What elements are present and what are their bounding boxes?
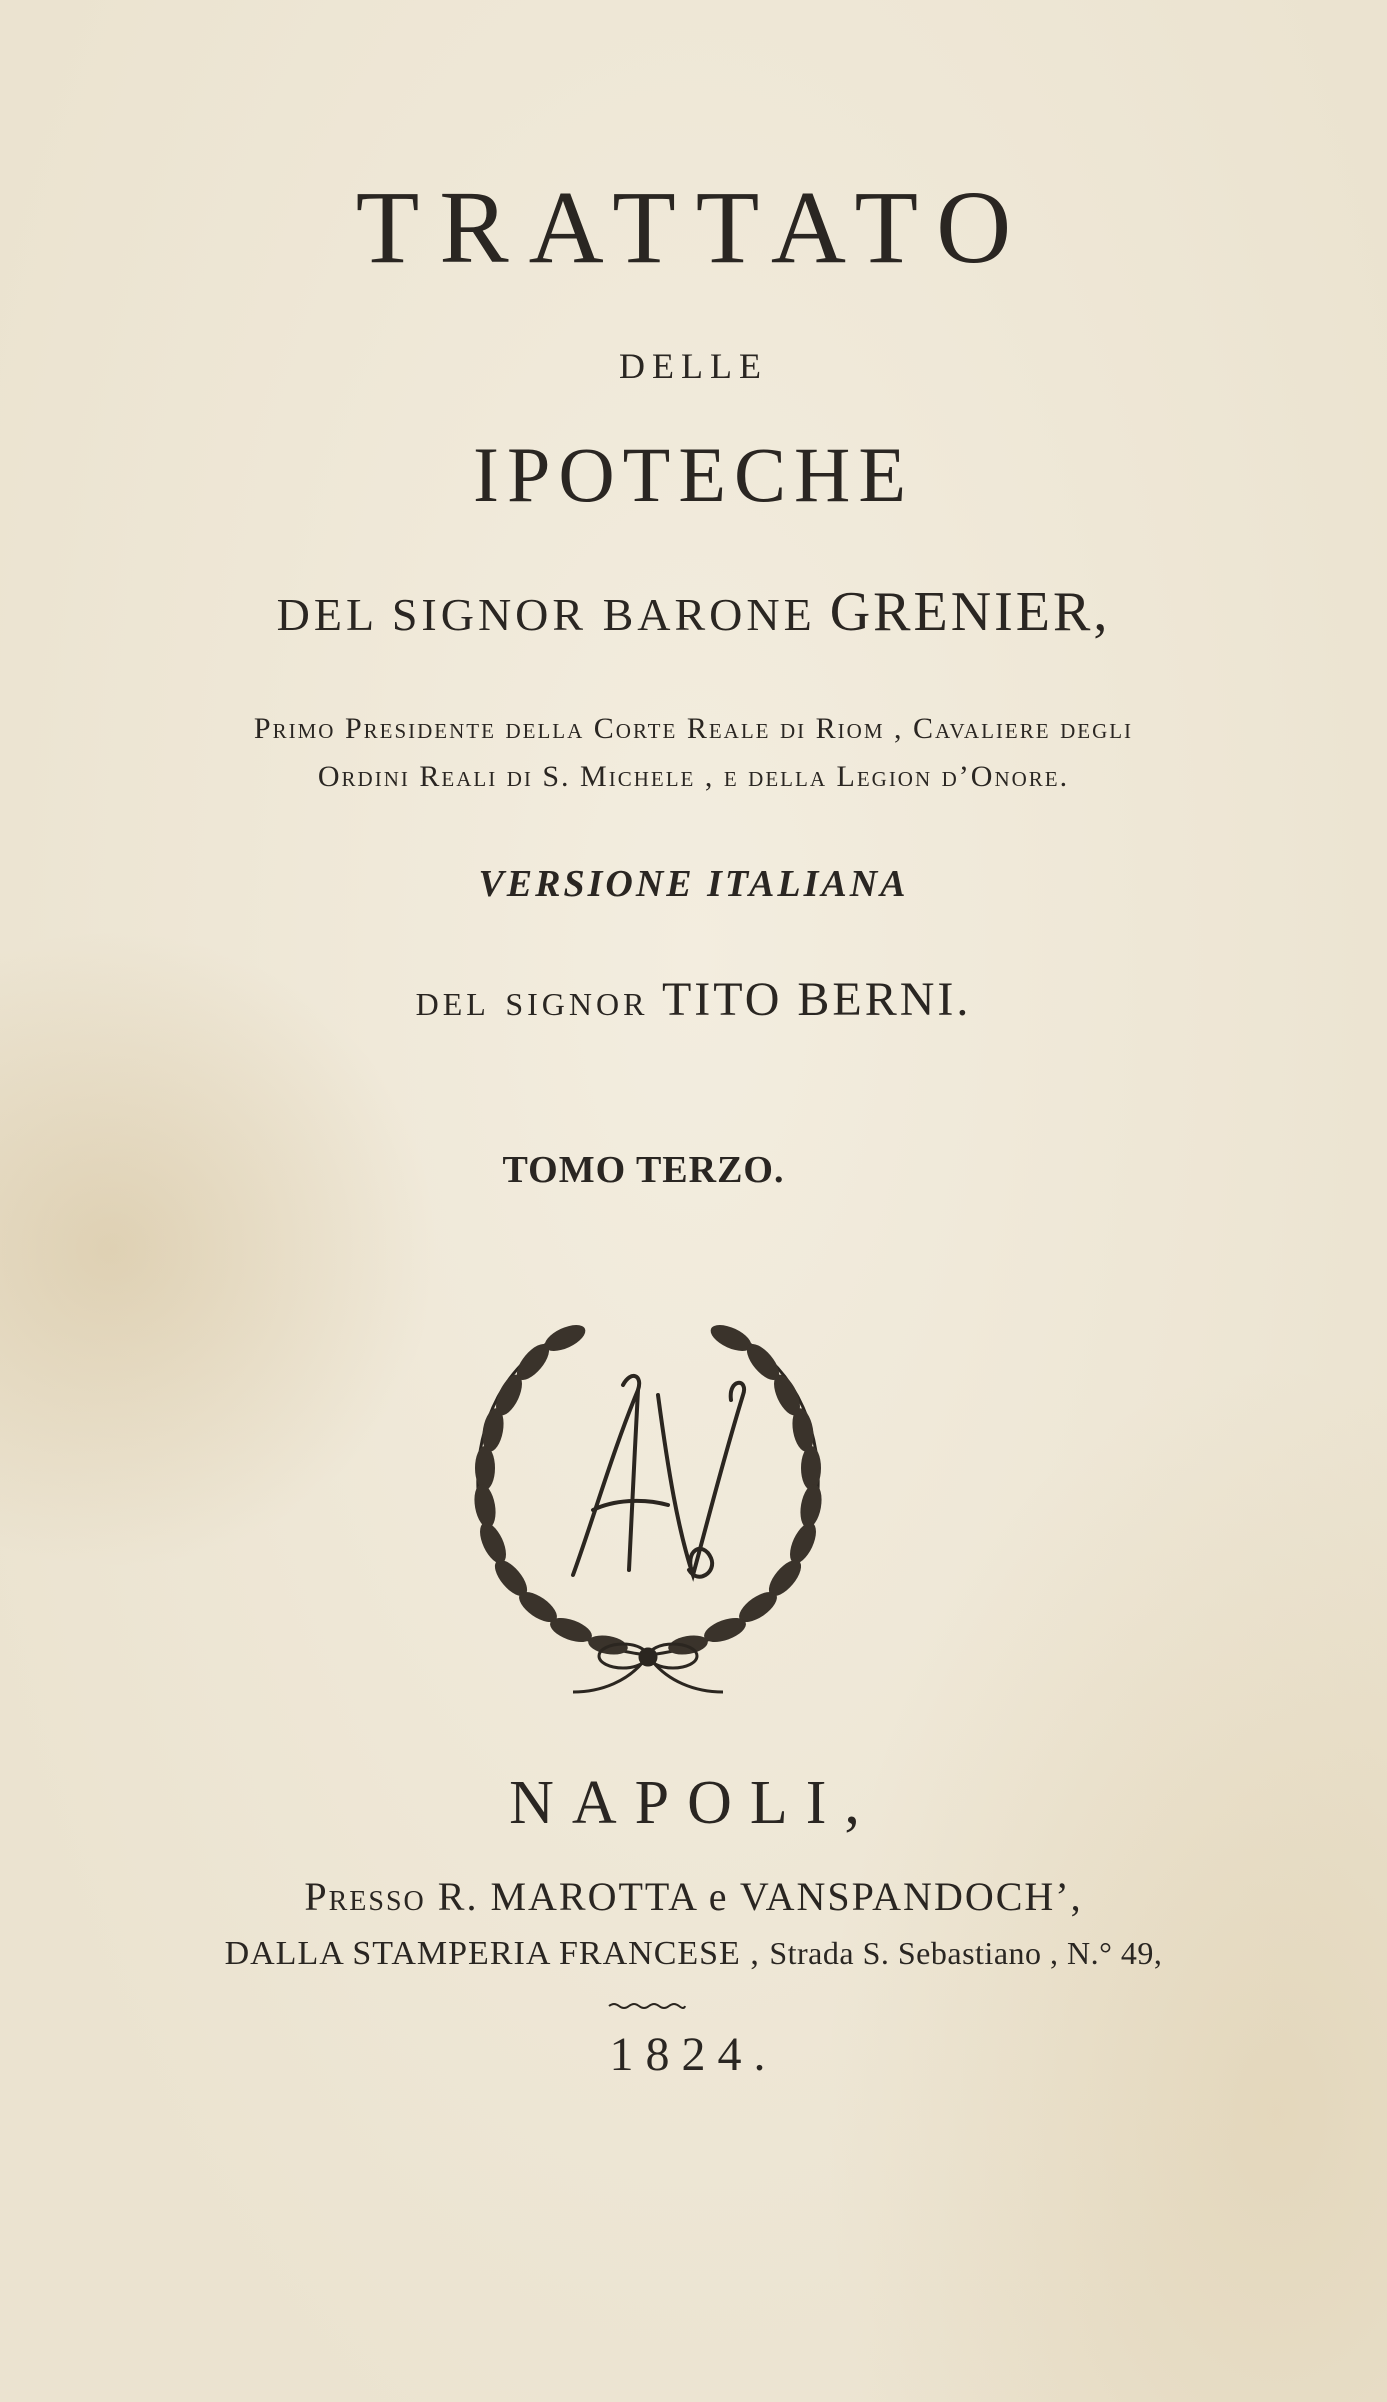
author-name: GRENIER,	[829, 581, 1111, 643]
translator-line	[0, 972, 1387, 1027]
translator-prefix: del signor	[415, 974, 649, 1025]
author-office-line-1: Primo Presidente della Corte Reale di Riom , Cavaliere degli	[253, 712, 1134, 745]
translator-name: TITO BERNI.	[661, 973, 972, 1026]
publisher-line	[0, 1873, 1387, 1920]
book-title: TRATTATO	[355, 170, 1032, 285]
author-prefix: DEL SIGNOR BARONE	[276, 589, 816, 640]
book-subject: IPOTECHE	[473, 431, 914, 518]
printer-line	[0, 1935, 1387, 1973]
ornamental-rule	[607, 2002, 687, 2010]
version-label: VERSIONE ITALIANA	[478, 863, 909, 905]
publisher-prefix: Presso	[304, 1874, 426, 1919]
imprint-city: NAPOLI,	[509, 1769, 878, 1837]
volume-label: TOMO TERZO.	[502, 1149, 785, 1191]
publication-year: 1824.	[609, 2028, 778, 2081]
title-connector: DELLE	[619, 346, 768, 386]
printer-address: Strada S. Sebastiano , N.° 49,	[769, 1935, 1163, 1971]
author-line	[0, 580, 1387, 644]
printer-name: DALLA STAMPERIA FRANCESE ,	[224, 1935, 760, 1972]
wreath-monogram-emblem	[453, 1300, 843, 1700]
publisher-name: R. MAROTTA e VANSPANDOCH’,	[437, 1874, 1083, 1919]
author-office-line-2: Ordini Reali di S. Michele , e della Legion d’Onore.	[317, 760, 1070, 793]
